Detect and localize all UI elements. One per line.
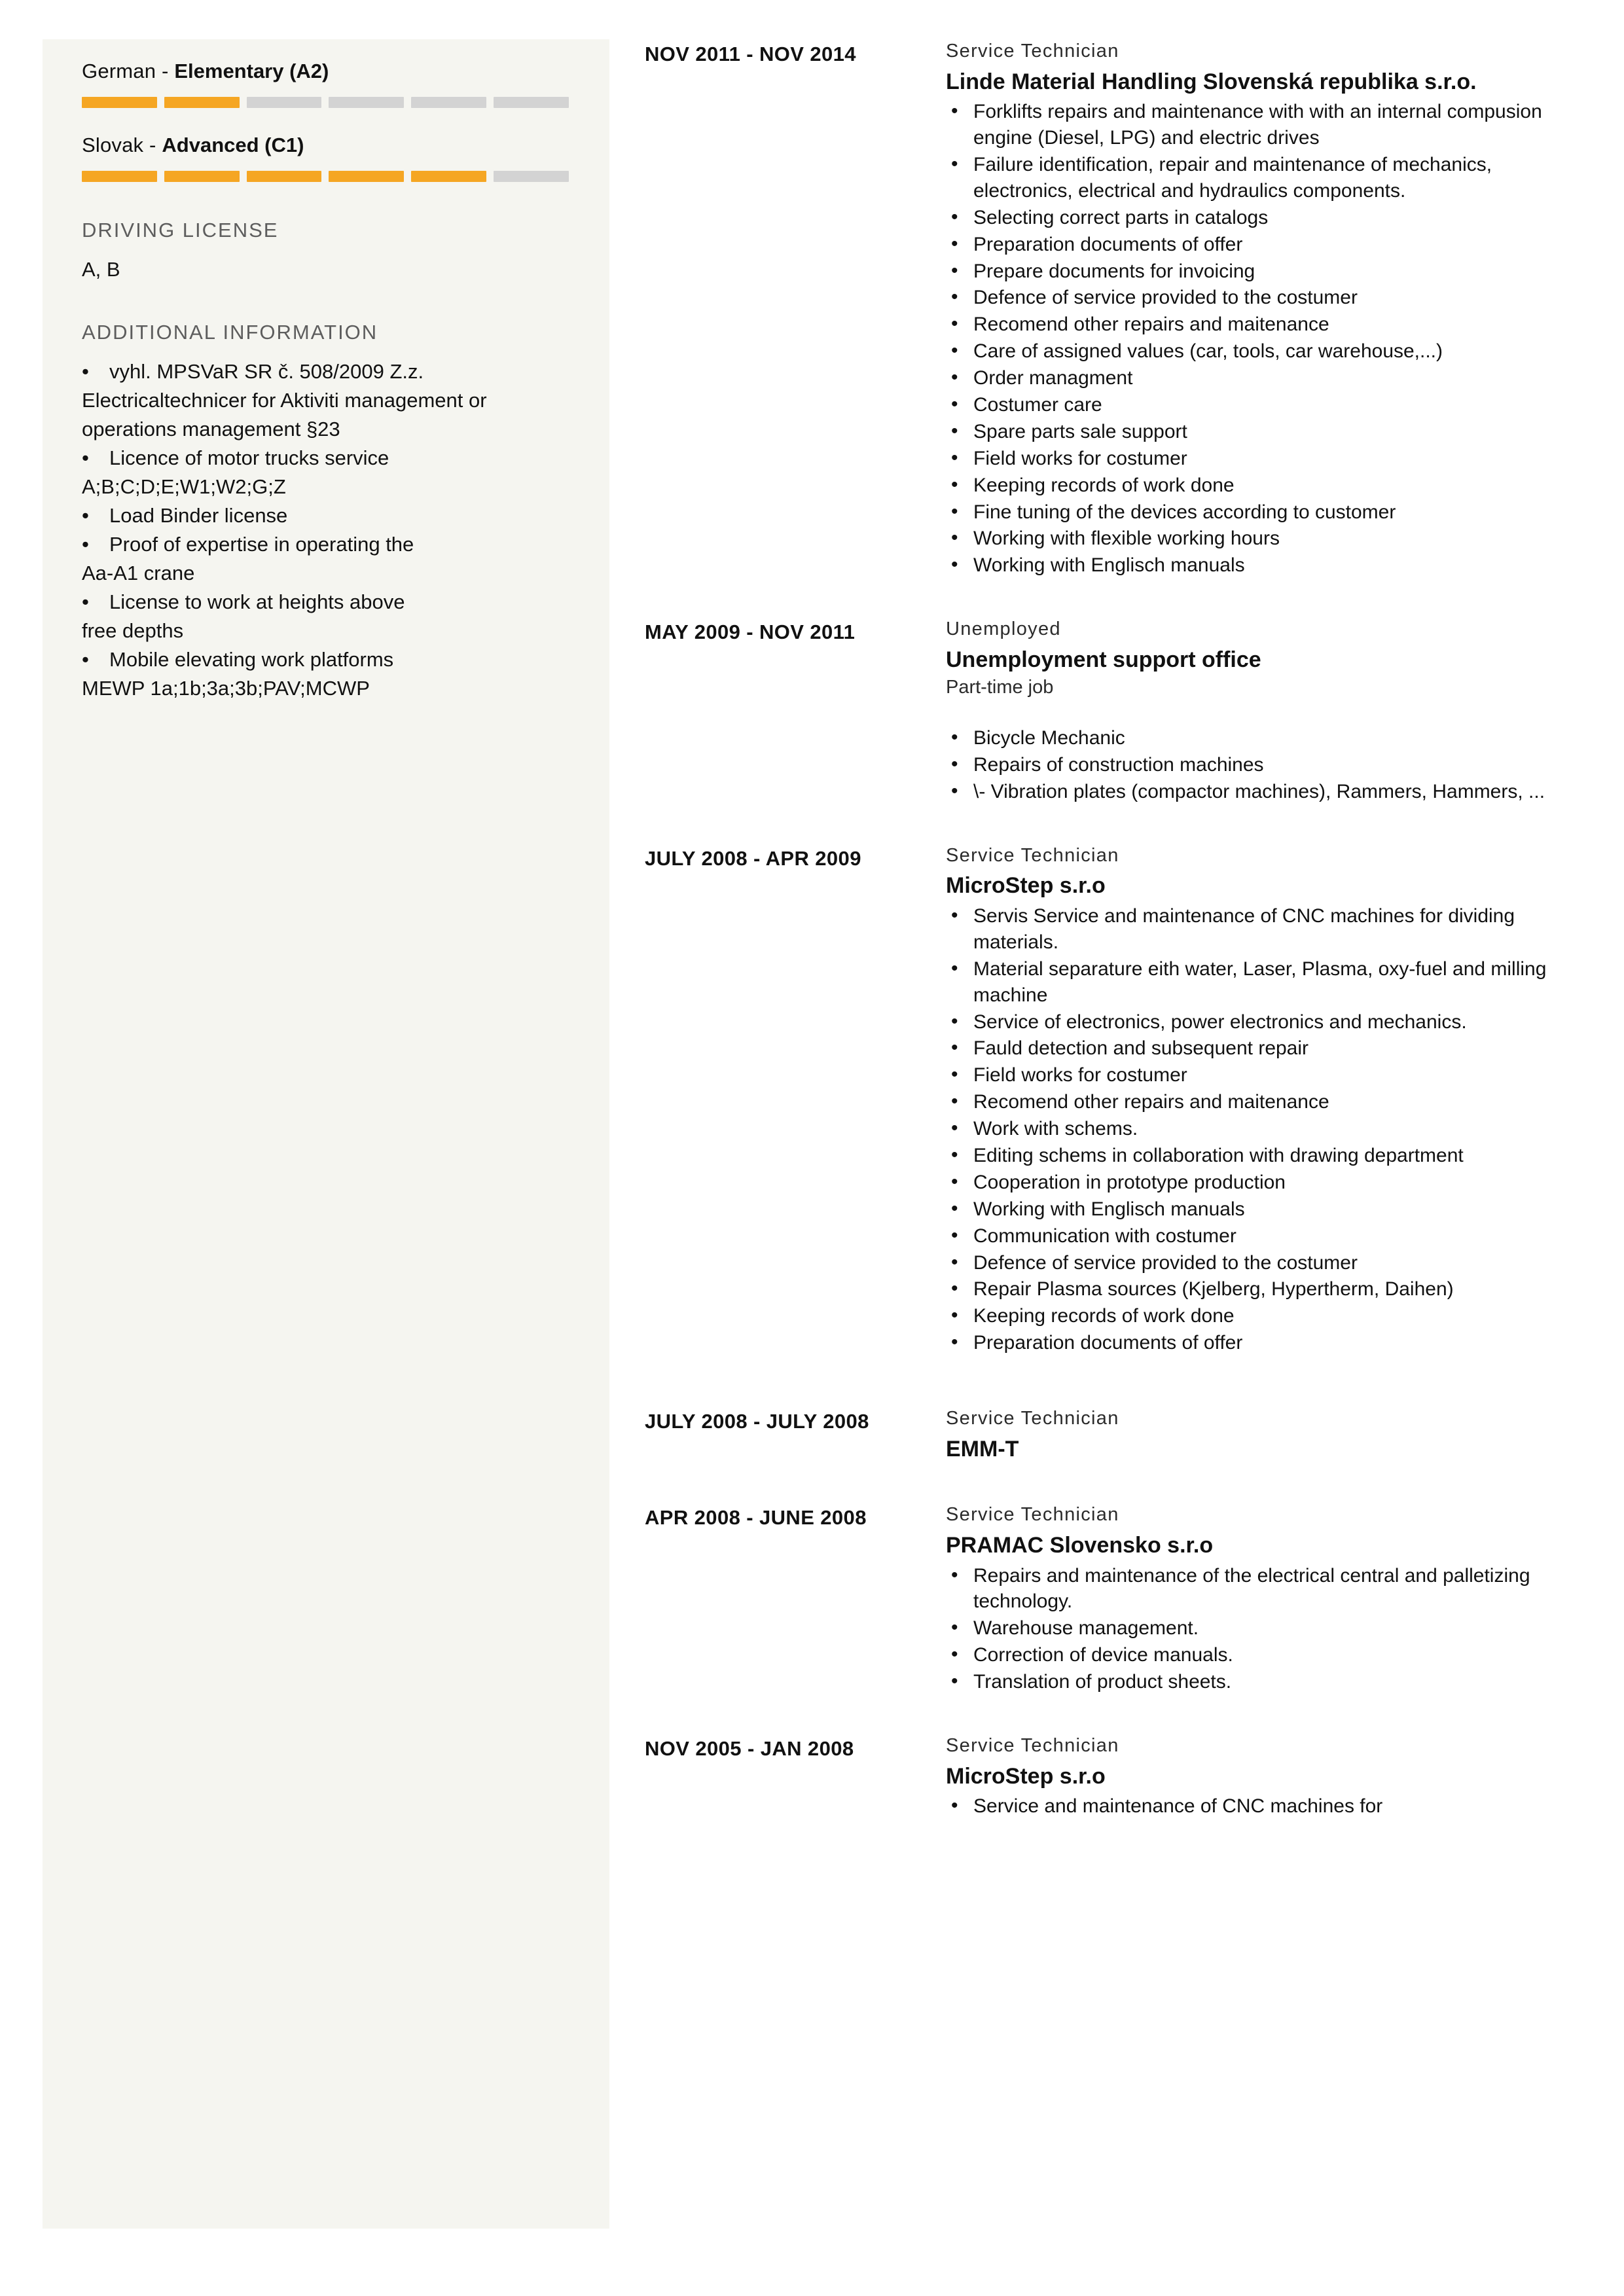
entry-body bbox=[926, 1407, 1574, 1465]
experience-entry bbox=[645, 844, 1574, 1357]
rating-bar-filled bbox=[247, 171, 322, 182]
list-item-continuation: A;B;C;D;E;W1;W2;G;Z bbox=[82, 475, 286, 498]
list-item bbox=[82, 444, 569, 473]
job-bullet: • Cooperation in prototype production bbox=[946, 1170, 1574, 1196]
driving-license-value: A, B bbox=[82, 257, 120, 281]
rating-bar-filled bbox=[329, 171, 404, 182]
job-bullet: • Order managment bbox=[946, 365, 1574, 391]
language-level: Elementary (A2) bbox=[174, 60, 329, 82]
rating-bar-empty bbox=[494, 171, 569, 182]
entry-dates: JULY 2008 - APR 2009 bbox=[645, 846, 861, 870]
rating-bar-filled bbox=[82, 97, 157, 108]
job-note: Part-time job bbox=[946, 677, 1054, 698]
entry-dates: JULY 2008 - JULY 2008 bbox=[645, 1410, 869, 1433]
job-bullet: • Preparation documents of offer bbox=[946, 1330, 1574, 1356]
list-item-text: vyhl. MPSVaR SR č. 508/2009 Z.z. bbox=[109, 359, 424, 383]
language-label bbox=[82, 132, 569, 159]
rating-bar-empty bbox=[329, 97, 404, 108]
rating-bar-filled bbox=[411, 171, 486, 182]
job-bullet: • Defence of service provided to the costumer bbox=[946, 1250, 1574, 1276]
job-title: Unemployed bbox=[946, 619, 1061, 640]
list-item bbox=[82, 357, 569, 386]
job-title: Service Technician bbox=[946, 1504, 1119, 1526]
job-bullet: • Repairs and maintenance of the electrical central and palletizing technology. bbox=[946, 1563, 1574, 1615]
entry-dates: NOV 2011 - NOV 2014 bbox=[645, 43, 856, 65]
job-bullet: • Keeping records of work done bbox=[946, 1303, 1574, 1329]
rating-bar-empty bbox=[247, 97, 322, 108]
list-item-continuation: free depths bbox=[82, 619, 184, 642]
experience-entry bbox=[645, 1734, 1574, 1820]
job-bullet: • Selecting correct parts in catalogs bbox=[946, 205, 1574, 231]
job-bullet: • Defence of service provided to the costumer bbox=[946, 285, 1574, 311]
entry-dates: NOV 2005 - JAN 2008 bbox=[645, 1737, 854, 1760]
bullet-glyph: • bbox=[82, 647, 89, 671]
additional-information-heading: ADDITIONAL INFORMATION bbox=[82, 320, 378, 344]
job-bullet: • Field works for costumer bbox=[946, 1062, 1574, 1088]
job-bullet: • Translation of product sheets. bbox=[946, 1669, 1574, 1695]
list-item-continuation: Electricaltechnicer for Aktiviti management or operations management §23 bbox=[82, 388, 487, 440]
driving-license-heading: DRIVING LICENSE bbox=[82, 218, 279, 242]
entry-body bbox=[926, 1734, 1574, 1820]
job-bullet: • Fine tuning of the devices according to customer bbox=[946, 499, 1574, 526]
language-label bbox=[82, 58, 569, 85]
bullet-glyph: • bbox=[82, 446, 89, 469]
entry-body bbox=[926, 1503, 1574, 1696]
bullet-glyph: • bbox=[82, 503, 89, 527]
bullet-glyph: • bbox=[82, 590, 89, 613]
language-rating-bars bbox=[82, 97, 569, 108]
languages-section bbox=[82, 58, 569, 182]
job-bullet: • Field works for costumer bbox=[946, 446, 1574, 472]
job-title: Service Technician bbox=[946, 41, 1119, 62]
entry-spacer bbox=[645, 1465, 1574, 1503]
language-level: Advanced (C1) bbox=[162, 133, 304, 156]
entry-dates: MAY 2009 - NOV 2011 bbox=[645, 620, 856, 644]
job-company: EMM-T bbox=[946, 1436, 1019, 1462]
job-bullet: • Service and maintenance of CNC machines for bbox=[946, 1793, 1574, 1820]
job-bullet-list bbox=[946, 725, 1574, 805]
sidebar bbox=[43, 39, 609, 2229]
experience-entry bbox=[645, 1503, 1574, 1696]
list-item-text: License to work at heights above bbox=[109, 590, 405, 613]
list-item-continuation: Aa-A1 crane bbox=[82, 561, 195, 584]
job-bullet: • Work with schems. bbox=[946, 1116, 1574, 1142]
list-item bbox=[82, 501, 569, 530]
job-bullet: • Recomend other repairs and maitenance bbox=[946, 1089, 1574, 1115]
job-bullet: • Working with Englisch manuals bbox=[946, 1196, 1574, 1223]
entry-spacer bbox=[645, 806, 1574, 844]
job-bullet-list bbox=[946, 903, 1574, 1356]
job-bullet-list bbox=[946, 99, 1574, 579]
job-bullet: • Prepare documents for invoicing bbox=[946, 259, 1574, 285]
additional-information-section bbox=[82, 321, 569, 703]
entry-body bbox=[926, 39, 1574, 579]
job-bullet: • Servis Service and maintenance of CNC machines for dividing materials. bbox=[946, 903, 1574, 956]
rating-bar-filled bbox=[164, 97, 240, 108]
job-bullet: • Bicycle Mechanic bbox=[946, 725, 1574, 751]
additional-information-list bbox=[82, 357, 569, 703]
job-bullet: • Failure identification, repair and maintenance of mechanics, electronics, electrical and hydraulics components. bbox=[946, 152, 1574, 204]
rating-bar-filled bbox=[164, 171, 240, 182]
entry-spacer bbox=[645, 1357, 1574, 1407]
job-bullet: • Correction of device manuals. bbox=[946, 1642, 1574, 1668]
job-title: Service Technician bbox=[946, 1735, 1119, 1756]
job-company: Unemployment support office bbox=[946, 647, 1261, 672]
job-bullet: • Repair Plasma sources (Kjelberg, Hypertherm, Daihen) bbox=[946, 1276, 1574, 1302]
job-company: MicroStep s.r.o bbox=[946, 1763, 1106, 1789]
list-item-text: Load Binder license bbox=[109, 503, 288, 527]
job-bullet: • Preparation documents of offer bbox=[946, 232, 1574, 258]
entry-spacer bbox=[645, 579, 1574, 617]
job-bullet: • Recomend other repairs and maitenance bbox=[946, 312, 1574, 338]
entry-spacer bbox=[645, 1696, 1574, 1734]
bullet-glyph: • bbox=[82, 532, 89, 556]
job-bullet-list bbox=[946, 1793, 1574, 1820]
job-bullet: • Warehouse management. bbox=[946, 1615, 1574, 1641]
job-bullet: • Communication with costumer bbox=[946, 1223, 1574, 1249]
experience-section bbox=[645, 39, 1574, 1820]
job-bullet: • Working with flexible working hours bbox=[946, 526, 1574, 552]
bullet-glyph: • bbox=[82, 359, 89, 383]
language-rating-bars bbox=[82, 171, 569, 182]
job-bullet: • Keeping records of work done bbox=[946, 473, 1574, 499]
entry-body bbox=[926, 617, 1574, 806]
job-bullet: • Service of electronics, power electronics and mechanics. bbox=[946, 1009, 1574, 1035]
bullet-gap bbox=[946, 700, 1574, 723]
job-bullet: • Material separature eith water, Laser, Plasma, oxy-fuel and milling machine bbox=[946, 956, 1574, 1009]
job-company: MicroStep s.r.o bbox=[946, 873, 1106, 899]
job-company: PRAMAC Slovensko s.r.o bbox=[946, 1533, 1214, 1558]
rating-bar-empty bbox=[411, 97, 486, 108]
job-title: Service Technician bbox=[946, 844, 1119, 866]
language-item bbox=[82, 58, 569, 108]
list-item-text: Mobile elevating work platforms bbox=[109, 647, 394, 671]
driving-license-section bbox=[82, 219, 569, 284]
rating-bar-filled bbox=[82, 171, 157, 182]
job-bullet: • Working with Englisch manuals bbox=[946, 552, 1574, 579]
rating-bar-empty bbox=[494, 97, 569, 108]
job-bullet: • \- Vibration plates (compactor machines), Rammers, Hammers, ... bbox=[946, 779, 1574, 805]
job-bullet: • Spare parts sale support bbox=[946, 419, 1574, 445]
list-item bbox=[82, 588, 569, 617]
list-item bbox=[82, 645, 569, 674]
entry-body bbox=[926, 844, 1574, 1357]
list-item-text: Licence of motor trucks service bbox=[109, 446, 389, 469]
job-bullet: • Repairs of construction machines bbox=[946, 752, 1574, 778]
experience-entry bbox=[645, 617, 1574, 806]
job-bullet: • Fauld detection and subsequent repair bbox=[946, 1035, 1574, 1062]
job-title: Service Technician bbox=[946, 1408, 1119, 1429]
experience-entry bbox=[645, 39, 1574, 579]
language-item bbox=[82, 132, 569, 182]
job-bullet: • Forklifts repairs and maintenance with with an internal compusion engine (Diesel, LPG) and electric drives bbox=[946, 99, 1574, 151]
job-company: Linde Material Handling Slovenská republika s.r.o. bbox=[946, 69, 1477, 94]
job-bullet: • Editing schems in collaboration with drawing department bbox=[946, 1143, 1574, 1169]
language-name: Slovak - bbox=[82, 133, 162, 156]
list-item-continuation: MEWP 1a;1b;3a;3b;PAV;MCWP bbox=[82, 676, 370, 700]
job-bullet: • Care of assigned values (car, tools, car warehouse,...) bbox=[946, 338, 1574, 365]
entry-dates: APR 2008 - JUNE 2008 bbox=[645, 1506, 867, 1530]
list-item bbox=[82, 530, 569, 559]
list-item-text: Proof of expertise in operating the bbox=[109, 532, 414, 556]
job-bullet-list bbox=[946, 1563, 1574, 1695]
language-name: German - bbox=[82, 60, 175, 82]
job-bullet: • Costumer care bbox=[946, 392, 1574, 418]
experience-entry bbox=[645, 1407, 1574, 1465]
